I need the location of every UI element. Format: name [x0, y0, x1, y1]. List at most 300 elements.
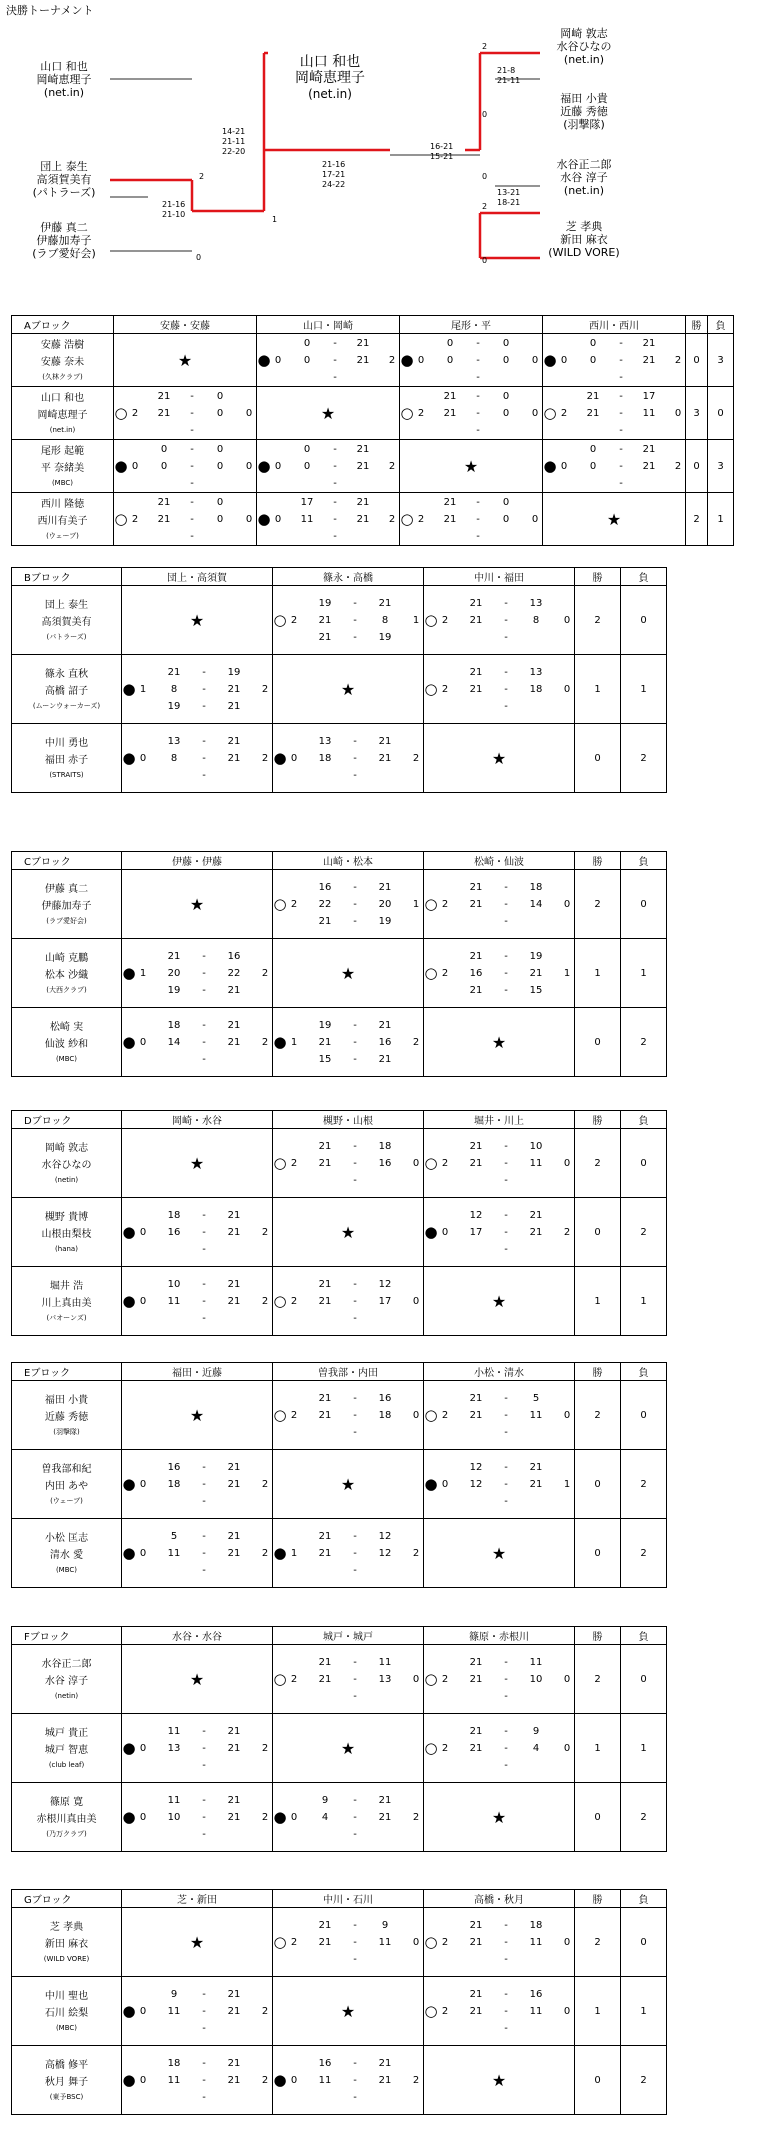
set-score-opponent: 19 — [529, 950, 543, 962]
spacer — [424, 1241, 438, 1258]
spacer — [136, 1276, 150, 1293]
player-name: 芝 孝典 — [49, 1922, 84, 1933]
games-won: 0 — [139, 1226, 147, 1238]
self-match-cell — [273, 1714, 424, 1783]
set-score-own: 0 — [589, 337, 597, 349]
spacer — [122, 1493, 136, 1510]
match-result-cell — [122, 724, 273, 793]
club-name: (MBC) — [51, 479, 74, 487]
spacer — [424, 1688, 438, 1705]
set-score-opponent: 11 — [529, 1936, 543, 1948]
set-score-own: 11 — [167, 2005, 181, 2017]
wins-count: 2 — [575, 1129, 621, 1198]
score-dash: - — [353, 1690, 357, 1702]
spacer — [136, 1757, 150, 1774]
set-score-own — [150, 2089, 198, 2106]
spacer — [122, 1826, 136, 1843]
spacer — [409, 1654, 423, 1671]
score-dash: - — [504, 881, 508, 893]
left-final-score — [222, 127, 245, 157]
club-name: (ムーンウォーカーズ) — [32, 702, 101, 710]
win-circle-icon: ○ — [424, 1932, 438, 1951]
set-score-own: 21 — [469, 1392, 483, 1404]
set-score-own: 21 — [318, 614, 332, 626]
score-dash: - — [202, 1312, 206, 1324]
games-won: 0 — [417, 354, 425, 366]
club-name: (hana) — [55, 1245, 78, 1253]
league-table — [11, 851, 667, 1077]
column-header: 堀井・川上 — [424, 1111, 575, 1129]
spacer — [424, 948, 438, 965]
losses-count: 3 — [708, 334, 734, 387]
set-score-opponent: 0 — [502, 496, 510, 508]
score-dash: - — [504, 1495, 508, 1507]
player-name: 岡崎恵理子 — [37, 410, 88, 421]
set-score-opponent: 21 — [378, 881, 392, 893]
set-score-opponent — [210, 2020, 258, 2037]
match-result-cell — [122, 1714, 273, 1783]
set-score-opponent: 21 — [227, 1725, 241, 1737]
score-dash: - — [202, 1794, 206, 1806]
spacer — [409, 2089, 423, 2106]
player-name: 山崎 克鵬 — [44, 953, 89, 964]
spacer — [560, 913, 574, 930]
pair-cell — [12, 387, 114, 440]
set-score-own: 4 — [321, 1811, 329, 1823]
score-dash: - — [353, 1409, 357, 1421]
star-icon: ★ — [177, 350, 193, 370]
spacer — [287, 1917, 301, 1934]
table-row — [12, 1714, 667, 1783]
set-score-opponent: 0 — [502, 390, 510, 402]
star-icon: ★ — [189, 1932, 205, 1952]
games-lost: 0 — [531, 513, 539, 525]
win-circle-icon: ○ — [273, 1291, 287, 1310]
wins-count: 1 — [575, 655, 621, 724]
spacer — [136, 767, 150, 784]
spacer — [273, 1562, 287, 1579]
set-score-opponent: 21 — [227, 1547, 241, 1559]
score-dash: - — [202, 1530, 206, 1542]
spacer — [273, 913, 287, 930]
left-entry-3 — [18, 221, 110, 260]
set-score-own — [301, 1424, 349, 1441]
set-score-own — [452, 1951, 500, 1968]
column-header: 安藤・安藤 — [114, 316, 257, 334]
star-icon: ★ — [463, 456, 479, 476]
pair-cell — [12, 1977, 122, 2046]
player-name: 城戸 智恵 — [44, 1745, 89, 1756]
table-row — [12, 939, 667, 1008]
score-dash: - — [202, 1053, 206, 1065]
spacer — [122, 1207, 136, 1224]
spacer — [287, 733, 301, 750]
score-dash: - — [353, 1828, 357, 1840]
set-score-opponent — [512, 1757, 560, 1774]
games-won: 2 — [441, 2005, 449, 2017]
set-score-own: 9 — [170, 1988, 178, 2000]
loss-circle-icon: ● — [122, 748, 136, 767]
score-dash: - — [202, 984, 206, 996]
match-result-cell — [424, 939, 575, 1008]
loss-circle-icon: ● — [122, 1738, 136, 1757]
set-score-opponent: 11 — [642, 407, 656, 419]
spacer — [273, 1951, 287, 1968]
pair-cell — [12, 586, 122, 655]
match-result-cell — [122, 655, 273, 724]
spacer — [287, 767, 301, 784]
score-dash: - — [353, 881, 357, 893]
set-score-own: 0 — [589, 443, 597, 455]
spacer — [287, 1654, 301, 1671]
score-dash: - — [202, 967, 206, 979]
score-dash: - — [504, 1392, 508, 1404]
losses-count: 1 — [621, 655, 667, 724]
score-dash: - — [202, 2074, 206, 2086]
spacer — [438, 1172, 452, 1189]
column-header: 篠原・赤根川 — [424, 1627, 575, 1645]
loss-circle-icon: ● — [114, 456, 128, 475]
pair-cell — [12, 655, 122, 724]
set-score-opponent: 10 — [529, 1140, 543, 1152]
set-score-opponent: 21 — [227, 1036, 241, 1048]
set-score-opponent: 21 — [356, 354, 370, 366]
set-score-opponent: 0 — [216, 443, 224, 455]
games-lost: 0 — [563, 898, 571, 910]
set-score-own: 21 — [469, 614, 483, 626]
player-name: 安藤 浩樹 — [40, 340, 85, 351]
column-header: 西川・西川 — [543, 316, 686, 334]
games-lost: 0 — [412, 1295, 420, 1307]
set-score-own — [301, 2089, 349, 2106]
games-lost: 2 — [261, 1547, 269, 1559]
score-line: 15-21 — [430, 152, 454, 161]
spacer — [122, 1459, 136, 1476]
loss-circle-icon: ● — [122, 963, 136, 982]
loss-circle-icon: ● — [273, 748, 287, 767]
score-dash: - — [353, 1295, 357, 1307]
set-score-own: 21 — [318, 1656, 332, 1668]
set-score-own — [571, 475, 615, 492]
spacer — [136, 664, 150, 681]
set-score-opponent: 21 — [356, 496, 370, 508]
spacer — [287, 1424, 301, 1441]
set-score-own: 9 — [321, 1794, 329, 1806]
left-entry-2-p1: 団上 泰生 — [40, 160, 88, 173]
score-dash: - — [353, 1036, 357, 1048]
left-semi-score — [162, 200, 185, 220]
score-dash: - — [333, 513, 337, 525]
set-score-opponent — [210, 1562, 258, 1579]
set-score-own: 18 — [167, 1019, 181, 1031]
spacer — [424, 2020, 438, 2037]
spacer — [136, 1051, 150, 1068]
set-score-opponent: 21 — [529, 1209, 543, 1221]
spacer — [273, 1826, 287, 1843]
score-dash: - — [619, 354, 623, 366]
score-dash: - — [504, 631, 508, 643]
score-dash: - — [202, 2057, 206, 2069]
column-header: 芝・新田 — [122, 1890, 273, 1908]
spacer — [409, 767, 423, 784]
score-dash: - — [353, 1564, 357, 1576]
set-score-opponent: 21 — [378, 1019, 392, 1031]
set-score-own: 0 — [303, 443, 311, 455]
set-score-opponent: 11 — [378, 1936, 392, 1948]
left-entry-1-p1: 山口 和也 — [40, 60, 88, 73]
right-entry-2-club: (羽撃隊) — [563, 118, 605, 131]
set-score-own: 18 — [318, 752, 332, 764]
set-score-opponent — [210, 1757, 258, 1774]
score-dash: - — [190, 513, 194, 525]
games-won: 0 — [139, 1478, 147, 1490]
losses-count: 0 — [621, 586, 667, 655]
spacer — [438, 1424, 452, 1441]
set-score-own: 18 — [167, 2057, 181, 2069]
set-score-opponent: 17 — [378, 1295, 392, 1307]
match-result-cell — [273, 1645, 424, 1714]
star-icon: ★ — [189, 894, 205, 914]
spacer — [122, 767, 136, 784]
spacer — [122, 1051, 136, 1068]
score-dash: - — [353, 1794, 357, 1806]
set-score-opponent: 0 — [502, 354, 510, 366]
games-won: 2 — [290, 1409, 298, 1421]
set-score-own: 12 — [469, 1209, 483, 1221]
wins-count: 0 — [575, 2046, 621, 2115]
score-dash: - — [353, 915, 357, 927]
score-dash: - — [353, 735, 357, 747]
set-score-opponent: 21 — [227, 1530, 241, 1542]
column-header: 篠永・高橋 — [273, 568, 424, 586]
score-dash: - — [353, 769, 357, 781]
match-result-cell — [122, 1783, 273, 1852]
set-score-own: 21 — [318, 1530, 332, 1542]
set-score-opponent: 21 — [378, 1811, 392, 1823]
star-icon: ★ — [491, 2070, 507, 2090]
set-score-opponent — [484, 369, 528, 386]
games-lost: 2 — [563, 1226, 571, 1238]
set-score-opponent: 21 — [227, 1742, 241, 1754]
star-icon: ★ — [340, 1222, 356, 1242]
column-header: 小松・清水 — [424, 1363, 575, 1381]
score-dash: - — [202, 1461, 206, 1473]
player-name: 水谷ひなの — [41, 1160, 92, 1171]
set-score-opponent: 13 — [378, 1673, 392, 1685]
set-score-opponent: 16 — [227, 950, 241, 962]
losses-count: 1 — [621, 1267, 667, 1336]
score-dash: - — [190, 424, 194, 436]
league-table — [11, 315, 734, 546]
games-won: 2 — [441, 1409, 449, 1421]
pair-cell — [12, 1519, 122, 1588]
losses-count: 2 — [621, 1519, 667, 1588]
games-won: 2 — [290, 614, 298, 626]
match-result-cell — [257, 493, 400, 546]
champion-p1: 山口 和也 — [299, 54, 361, 70]
set-score-opponent: 11 — [529, 1656, 543, 1668]
spacer — [136, 1017, 150, 1034]
spacer — [409, 1051, 423, 1068]
set-score-opponent — [512, 1172, 560, 1189]
set-score-opponent: 21 — [529, 1478, 543, 1490]
set-score-own: 11 — [167, 2074, 181, 2086]
spacer — [258, 1792, 272, 1809]
games-won: 0 — [274, 460, 282, 472]
set-score-own — [150, 1562, 198, 1579]
spacer — [258, 1493, 272, 1510]
score-dash: - — [353, 1936, 357, 1948]
games-won: 0 — [139, 2074, 147, 2086]
spacer — [271, 528, 285, 545]
set-score-own: 16 — [318, 881, 332, 893]
spacer — [273, 733, 287, 750]
score-dash: - — [504, 1673, 508, 1685]
match-result-cell — [543, 440, 686, 493]
match-result-cell — [122, 1977, 273, 2046]
player-name: 高橋 修平 — [44, 2060, 89, 2071]
set-score-own: 14 — [167, 1036, 181, 1048]
spacer — [409, 1688, 423, 1705]
spacer — [273, 1138, 287, 1155]
set-score-own: 13 — [318, 735, 332, 747]
score-dash: - — [619, 337, 623, 349]
league-table — [11, 567, 667, 793]
set-score-own: 21 — [469, 1157, 483, 1169]
loss-circle-icon: ● — [122, 2070, 136, 2089]
spacer — [136, 698, 150, 715]
spacer — [414, 335, 428, 352]
spacer — [438, 595, 452, 612]
spacer — [543, 475, 557, 492]
set-score-opponent — [512, 1241, 560, 1258]
set-score-own: 21 — [157, 407, 171, 419]
player-name: 高須賀美有 — [41, 617, 92, 628]
set-score-opponent: 21 — [227, 1478, 241, 1490]
set-score-opponent: 21 — [227, 700, 241, 712]
match-result-cell — [400, 334, 543, 387]
match-result-cell — [424, 655, 575, 724]
games-won: 2 — [441, 1673, 449, 1685]
pair-cell — [12, 1008, 122, 1077]
games-lost: 0 — [245, 407, 253, 419]
score-dash: - — [202, 1226, 206, 1238]
losses-header: 負 — [621, 1890, 667, 1908]
score-dash: - — [476, 354, 480, 366]
player-name: 安藤 奈未 — [40, 357, 85, 368]
self-match-cell — [400, 440, 543, 493]
spacer — [287, 1138, 301, 1155]
club-name: (乃万クラブ) — [46, 1830, 87, 1838]
set-score-opponent — [512, 698, 560, 715]
set-score-opponent: 0 — [216, 460, 224, 472]
set-score-own: 11 — [167, 1794, 181, 1806]
set-score-own: 21 — [469, 1656, 483, 1668]
set-score-opponent: 19 — [227, 666, 241, 678]
left-semi-lose-count: 1 — [272, 215, 278, 224]
self-match-cell — [114, 334, 257, 387]
set-score-opponent: 21 — [529, 1226, 543, 1238]
win-circle-icon: ○ — [400, 509, 414, 528]
pair-cell — [12, 1714, 122, 1783]
set-score-own — [301, 1951, 349, 1968]
column-header: 山口・岡崎 — [257, 316, 400, 334]
set-score-own: 16 — [167, 1226, 181, 1238]
games-lost: 0 — [245, 460, 253, 472]
score-dash: - — [202, 1278, 206, 1290]
score-dash: - — [504, 614, 508, 626]
table-row — [12, 1267, 667, 1336]
league-table — [11, 1110, 667, 1336]
self-match-cell — [122, 1381, 273, 1450]
score-dash: - — [504, 1140, 508, 1152]
win-circle-icon: ○ — [424, 679, 438, 698]
set-score-own — [301, 767, 349, 784]
spacer — [273, 1792, 287, 1809]
set-score-own: 21 — [318, 1673, 332, 1685]
spacer — [409, 2055, 423, 2072]
spacer — [287, 1528, 301, 1545]
set-score-own: 21 — [318, 1936, 332, 1948]
spacer — [560, 1459, 574, 1476]
set-score-own: 21 — [318, 631, 332, 643]
games-lost: 2 — [261, 683, 269, 695]
games-lost: 2 — [261, 2074, 269, 2086]
set-score-opponent — [512, 1493, 560, 1510]
set-score-opponent: 21 — [356, 443, 370, 455]
spacer — [414, 388, 428, 405]
score-dash: - — [619, 424, 623, 436]
pair-cell — [12, 1267, 122, 1336]
spacer — [409, 913, 423, 930]
set-score-own: 21 — [167, 666, 181, 678]
table-row — [12, 1783, 667, 1852]
spacer — [560, 698, 574, 715]
player-name: 新田 麻衣 — [44, 1939, 89, 1950]
set-score-own: 0 — [589, 460, 597, 472]
club-name: (東予BSC) — [49, 2093, 84, 2101]
wins-count: 0 — [575, 1783, 621, 1852]
spacer — [273, 879, 287, 896]
spacer — [424, 1172, 438, 1189]
games-won: 2 — [290, 1936, 298, 1948]
wins-count: 2 — [575, 870, 621, 939]
games-lost: 1 — [563, 1478, 571, 1490]
spacer — [287, 879, 301, 896]
right-semi1-score — [497, 66, 520, 86]
score-dash: - — [333, 496, 337, 508]
table-row — [12, 440, 734, 493]
spacer — [122, 1986, 136, 2003]
score-dash: - — [202, 2022, 206, 2034]
spacer — [122, 1528, 136, 1545]
set-score-own: 21 — [469, 1919, 483, 1931]
set-score-own: 21 — [586, 390, 600, 402]
spacer — [258, 1562, 272, 1579]
score-dash: - — [353, 614, 357, 626]
player-name: 清水 愛 — [49, 1550, 84, 1561]
set-score-opponent: 0 — [216, 496, 224, 508]
spacer — [273, 595, 287, 612]
match-result-cell — [424, 586, 575, 655]
win-circle-icon: ○ — [273, 610, 287, 629]
self-match-cell — [257, 387, 400, 440]
set-score-opponent: 19 — [378, 915, 392, 927]
spacer — [385, 335, 399, 352]
star-icon: ★ — [189, 610, 205, 630]
loss-circle-icon: ● — [122, 679, 136, 698]
games-lost: 2 — [388, 460, 396, 472]
